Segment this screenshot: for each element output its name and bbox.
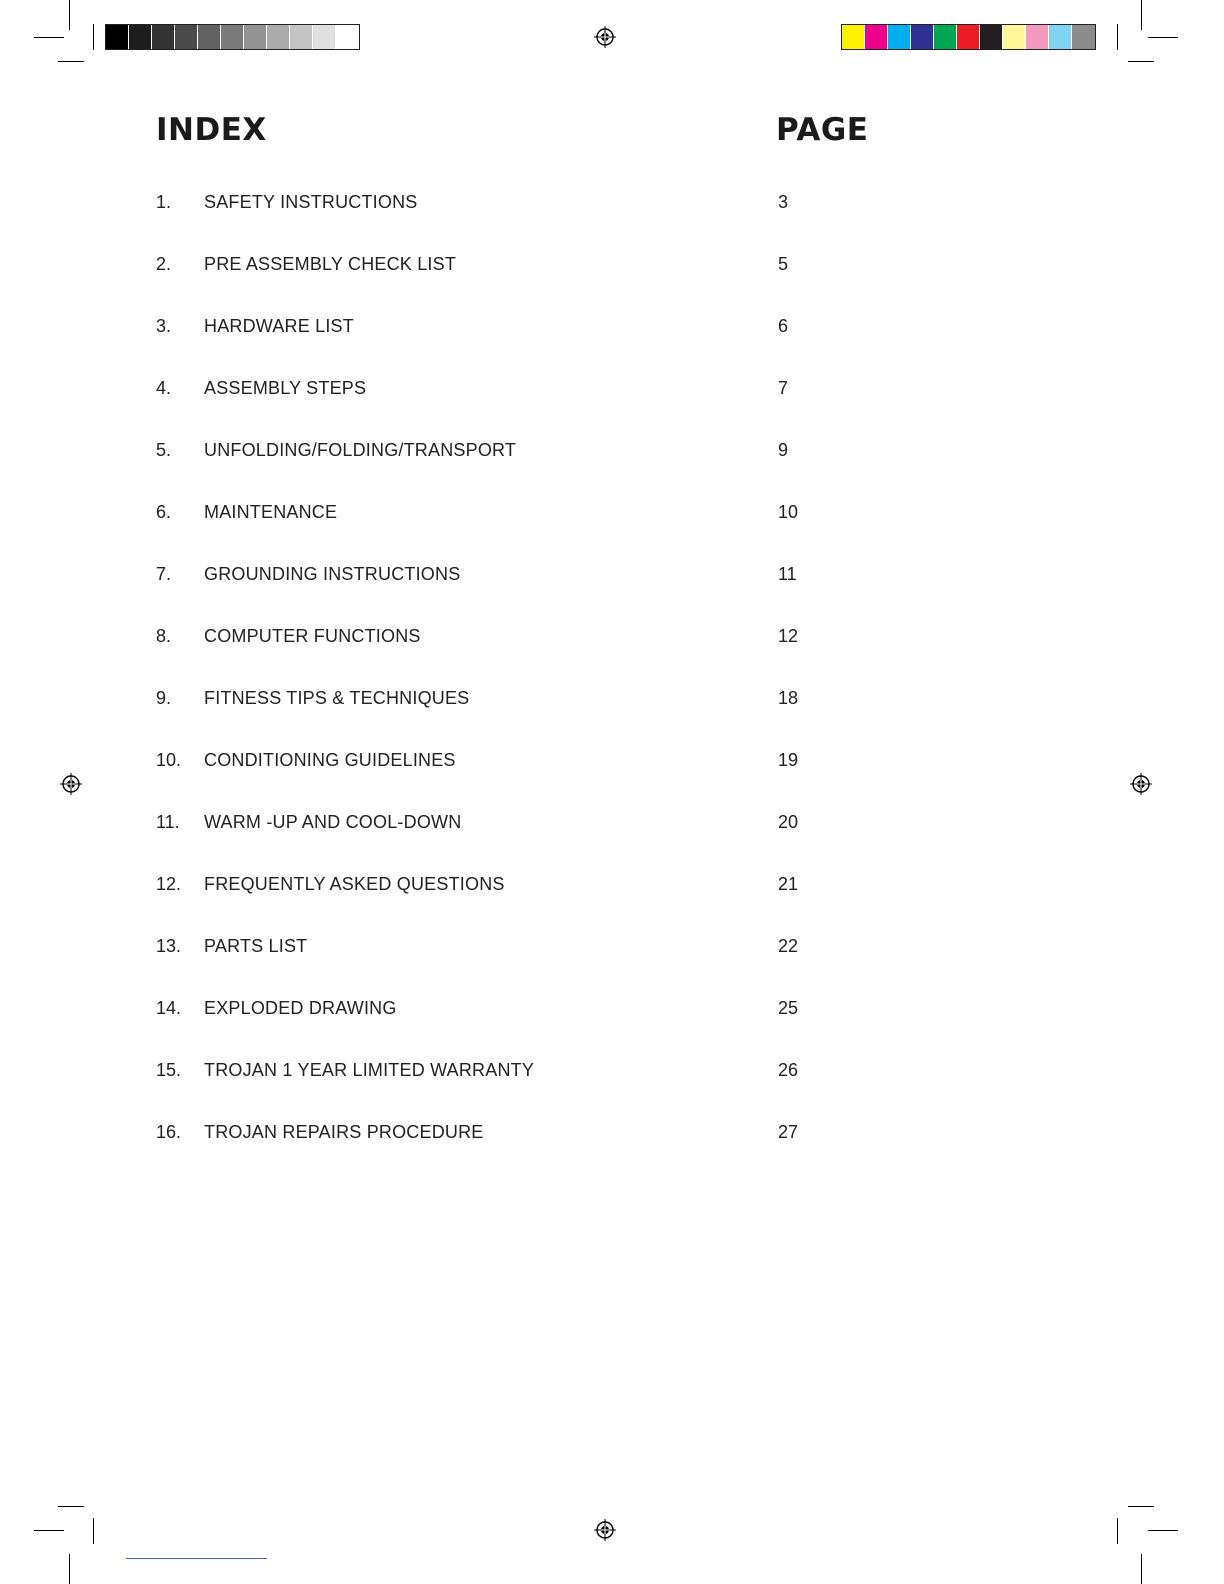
crop-mark [1128, 1506, 1154, 1507]
registration-mark-icon [1130, 773, 1152, 795]
registration-mark-icon [594, 1519, 616, 1541]
toc-entry-page: 9 [778, 440, 789, 460]
toc-entry[interactable] [156, 622, 856, 684]
toc-entry-title: GROUNDING INSTRUCTIONS [204, 564, 461, 584]
toc-entry-page: 21 [778, 874, 799, 894]
toc-entry[interactable] [156, 1056, 856, 1118]
toc-entry[interactable] [156, 250, 856, 312]
crop-mark [34, 1530, 64, 1531]
toc-entry-number: 13. [156, 936, 182, 956]
toc-entry-title: ASSEMBLY STEPS [204, 378, 367, 398]
crop-mark [93, 24, 94, 50]
toc-entry-title: CONDITIONING GUIDELINES [204, 750, 456, 770]
color-swatch [221, 25, 244, 49]
crop-mark [1141, 0, 1142, 30]
toc-entry[interactable] [156, 684, 856, 746]
crop-mark [1128, 61, 1154, 62]
page-column-heading: PAGE [776, 112, 869, 148]
toc-entry-page: 7 [778, 378, 789, 398]
toc-entry[interactable] [156, 188, 856, 250]
color-swatch [888, 25, 911, 49]
toc-entry-page: 12 [778, 626, 799, 646]
color-swatch [336, 25, 359, 49]
color-swatch [1049, 25, 1072, 49]
toc-entry-number: 7. [156, 564, 172, 584]
toc-entry-number: 14. [156, 998, 182, 1018]
toc-entry[interactable] [156, 374, 856, 436]
color-swatch [290, 25, 313, 49]
toc-entry-page: 27 [778, 1122, 799, 1142]
toc-entry-number: 4. [156, 378, 172, 398]
toc-entry-number: 10. [156, 750, 182, 770]
toc-entry-page: 19 [778, 750, 799, 770]
toc-entry-page: 22 [778, 936, 799, 956]
toc-entry[interactable] [156, 746, 856, 808]
toc-entry-number: 1. [156, 192, 172, 212]
grayscale-color-bar [105, 24, 360, 50]
registration-mark-icon [594, 26, 616, 48]
toc-entry-number: 3. [156, 316, 172, 336]
crop-mark [69, 0, 70, 30]
toc-entry-number: 12. [156, 874, 182, 894]
toc-entry-page: 5 [778, 254, 789, 274]
crop-mark [1148, 37, 1178, 38]
toc-entry-page: 3 [778, 192, 789, 212]
color-swatch [106, 25, 129, 49]
toc-entry-page: 25 [778, 998, 799, 1018]
toc-entry[interactable] [156, 870, 856, 932]
toc-entry-page: 18 [778, 688, 799, 708]
toc-entry-title: HARDWARE LIST [204, 316, 354, 336]
crop-mark [1141, 1554, 1142, 1584]
toc-entry-number: 15. [156, 1060, 182, 1080]
color-swatch [842, 25, 865, 49]
color-swatch [267, 25, 290, 49]
toc-entry-page: 6 [778, 316, 789, 336]
color-swatch [244, 25, 267, 49]
toc-entry-number: 8. [156, 626, 172, 646]
registration-mark-icon [60, 773, 82, 795]
toc-entry-title: MAINTENANCE [204, 502, 338, 522]
toc-entry[interactable] [156, 1118, 856, 1180]
toc-entry-number: 5. [156, 440, 172, 460]
toc-entry-page: 20 [778, 812, 799, 832]
table-of-contents [156, 188, 856, 1180]
crop-mark [1117, 24, 1118, 50]
crop-mark [58, 61, 84, 62]
color-swatch [865, 25, 888, 49]
crop-mark [69, 1554, 70, 1584]
toc-entry-number: 2. [156, 254, 172, 274]
toc-entry-title: WARM -UP AND COOL-DOWN [204, 812, 462, 832]
toc-entry-title: TROJAN 1 YEAR LIMITED WARRANTY [204, 1060, 535, 1080]
toc-entry-title: FITNESS TIPS & TECHNIQUES [204, 688, 470, 708]
toc-entry[interactable] [156, 808, 856, 870]
toc-entry-title: PRE ASSEMBLY CHECK LIST [204, 254, 457, 274]
toc-entry-page: 26 [778, 1060, 799, 1080]
color-swatch [129, 25, 152, 49]
toc-entry-title: FREQUENTLY ASKED QUESTIONS [204, 874, 505, 894]
toc-entry-title: PARTS LIST [204, 936, 308, 956]
toc-entry-title: COMPUTER FUNCTIONS [204, 626, 421, 646]
toc-entry-title: EXPLODED DRAWING [204, 998, 397, 1018]
crop-mark [58, 1506, 84, 1507]
toc-entry-number: 16. [156, 1122, 182, 1142]
process-color-bar [841, 24, 1096, 50]
color-swatch [1072, 25, 1095, 49]
color-swatch [1003, 25, 1026, 49]
toc-entry-page: 11 [778, 564, 797, 584]
toc-entry-title: TROJAN REPAIRS PROCEDURE [204, 1122, 484, 1142]
index-heading: INDEX [156, 112, 267, 148]
toc-entry-title: UNFOLDING/FOLDING/TRANSPORT [204, 440, 517, 460]
toc-entry[interactable] [156, 560, 856, 622]
color-swatch [152, 25, 175, 49]
crop-mark [1117, 1518, 1118, 1544]
toc-entry-page: 10 [778, 502, 799, 522]
color-swatch [175, 25, 198, 49]
toc-entry-title: SAFETY INSTRUCTIONS [204, 192, 418, 212]
footer-rule [126, 1558, 267, 1559]
color-swatch [911, 25, 934, 49]
toc-entry[interactable] [156, 312, 856, 374]
toc-entry[interactable] [156, 994, 856, 1056]
toc-entry-number: 9. [156, 688, 172, 708]
toc-entry[interactable] [156, 436, 856, 498]
crop-mark [34, 37, 64, 38]
crop-mark [93, 1518, 94, 1544]
color-swatch [198, 25, 221, 49]
toc-entry[interactable] [156, 498, 856, 560]
toc-entry-number: 11. [156, 812, 180, 832]
color-swatch [980, 25, 1003, 49]
color-swatch [957, 25, 980, 49]
color-swatch [1026, 25, 1049, 49]
color-swatch [313, 25, 336, 49]
toc-entry[interactable] [156, 932, 856, 994]
crop-mark [1148, 1530, 1178, 1531]
color-swatch [934, 25, 957, 49]
toc-entry-number: 6. [156, 502, 172, 522]
